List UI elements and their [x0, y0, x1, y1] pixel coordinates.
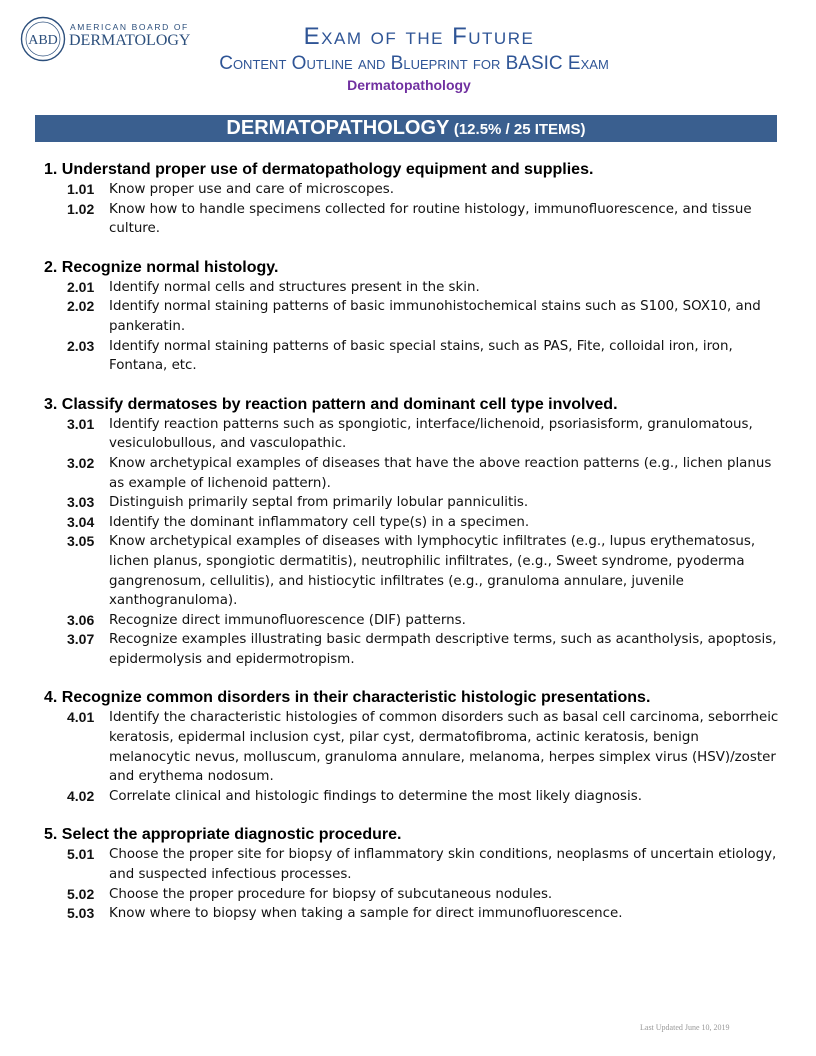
item-code: 3.01: [67, 415, 95, 432]
outline-item: [44, 493, 784, 513]
last-updated: Last Updated June 10, 2019: [640, 1023, 730, 1032]
section-title-text: Select the appropriate diagnostic procedure.: [61, 826, 402, 844]
item-text: Identify reaction patterns such as spongiotic, interface/lichenoid, psoriasisform, granulomatous, vesiculobullous, and vasculopathic.: [109, 416, 753, 452]
section-banner: [35, 115, 777, 142]
item-text: Recognize direct immunofluorescence (DIF) patterns.: [109, 612, 466, 628]
seal-text: ABD: [28, 33, 58, 48]
item-code: 3.05: [67, 533, 95, 550]
section-title: [44, 825, 784, 845]
item-text: Recognize examples illustrating basic dermpath descriptive terms, such as acantholysis, apoptosis, epidermolysis and epidermotropism.: [109, 632, 777, 667]
outline-item: [44, 278, 784, 298]
section-number: 3.: [44, 395, 58, 413]
item-code: 2.03: [67, 337, 95, 354]
logo-main-text: DERMATOLOGY: [69, 32, 191, 49]
section-title-text: Recognize common disorders in their characteristic histologic presentations.: [61, 689, 651, 707]
section-title-text: Recognize normal histology.: [61, 258, 279, 276]
item-code: 3.06: [67, 611, 95, 628]
section-number: 5.: [44, 826, 58, 844]
outline-item: [44, 532, 784, 610]
section-title: [44, 160, 784, 180]
section-title: [44, 258, 784, 278]
item-text: Identify normal cells and structures present in the skin.: [109, 279, 480, 295]
outline-item: [44, 415, 784, 454]
item-code: 4.01: [67, 709, 95, 726]
item-text: Know proper use and care of microscopes.: [109, 182, 394, 197]
item-code: 5.03: [67, 905, 95, 922]
outline-section: [44, 825, 784, 923]
outline-section: [44, 395, 784, 670]
outline-item: [44, 630, 784, 669]
outline-item: [44, 337, 784, 376]
item-text: Know archetypical examples of diseases with lymphocytic infiltrates (e.g., lupus erythematosus, lichen planus, spongiotic dermatitis), neutrophilic infiltrates, (e.g., Sweet syndrome, pyoderma gangrenosum, cellulitis), and histiocytic infiltrates (e.g., granuloma annulare, juvenile xanthogranuloma).: [109, 534, 756, 609]
section-number: 4.: [44, 689, 58, 707]
outline-item: [44, 904, 784, 924]
outline-item: [44, 885, 784, 905]
item-text: Identify normal staining patterns of basic special stains, such as PAS, Fite, colloidal iron, iron, Fontana, etc.: [109, 338, 733, 374]
outline-item: [44, 611, 784, 631]
banner-title: DERMATOPATHOLOGY: [226, 117, 450, 139]
logo-top-text: AMERICAN BOARD OF: [70, 22, 189, 32]
banner-weight: (12.5% / 25 ITEMS): [453, 121, 586, 138]
item-text: Choose the proper site for biopsy of inflammatory skin conditions, neoplasms of uncertain etiology, and suspected infectious processes.: [109, 847, 777, 883]
section-number: 2.: [44, 258, 58, 276]
page-topic: Dermatopathology: [347, 77, 471, 93]
outline-section: [44, 160, 784, 239]
outline-item: [44, 200, 784, 239]
outline-item: [44, 708, 784, 786]
item-code: 2.02: [67, 298, 95, 315]
item-text: Identify the dominant inflammatory cell type(s) in a specimen.: [109, 514, 530, 530]
item-text: Distinguish primarily septal from primarily lobular panniculitis.: [109, 495, 529, 511]
section-title: [44, 395, 784, 415]
section-title-text: Classify dermatoses by reaction pattern and dominant cell type involved.: [61, 395, 618, 413]
item-code: 3.03: [67, 494, 95, 511]
item-code: 1.01: [67, 181, 95, 197]
item-code: 3.02: [67, 454, 95, 471]
section-number: 1.: [44, 161, 58, 178]
outline-content: [44, 160, 784, 943]
outline-item: [44, 513, 784, 533]
page-subtitle: Content Outline and Blueprint for BASIC Exam: [219, 53, 609, 74]
item-text: Know where to biopsy when taking a sample for direct immunofluorescence.: [109, 906, 623, 922]
outline-item: [44, 845, 784, 884]
outline-section: [44, 258, 784, 376]
section-title-text: Understand proper use of dermatopathology equipment and supplies.: [61, 161, 594, 178]
outline-item: [44, 297, 784, 336]
section-title: [44, 688, 784, 708]
item-code: 5.01: [67, 846, 95, 863]
outline-item: [44, 787, 784, 807]
outline-item: [44, 180, 784, 200]
outline-item: [44, 454, 784, 493]
item-text: Correlate clinical and histologic findings to determine the most likely diagnosis.: [109, 788, 642, 804]
page-title: Exam of the Future: [303, 23, 535, 50]
item-code: 3.07: [67, 631, 95, 648]
item-code: 4.02: [67, 787, 95, 804]
item-code: 5.02: [67, 885, 95, 902]
item-text: Know how to handle specimens collected for routine histology, immunofluorescence, and tissue culture.: [109, 201, 752, 237]
item-text: Know archetypical examples of diseases that have the above reaction patterns (e.g., lichen planus as example of lichenoid pattern).: [109, 455, 772, 491]
item-text: Choose the proper procedure for biopsy of subcutaneous nodules.: [109, 886, 553, 902]
item-code: 1.02: [67, 200, 95, 217]
outline-section: [44, 688, 784, 806]
item-code: 2.01: [67, 278, 95, 295]
item-text: Identify normal staining patterns of basic immunohistochemical stains such as S100, SOX10, and pankeratin.: [109, 299, 761, 334]
item-code: 3.04: [67, 513, 95, 530]
item-text: Identify the characteristic histologies of common disorders such as basal cell carcinoma, seborrheic keratosis, epidermal inclusion cyst, pilar cyst, dermatofibroma, actinic keratosis, benign melanocytic nevus, molluscum, granuloma annulare, melanoma, herpes simplex virus (HSV)/zoster and erythema nodosum.: [109, 710, 779, 785]
